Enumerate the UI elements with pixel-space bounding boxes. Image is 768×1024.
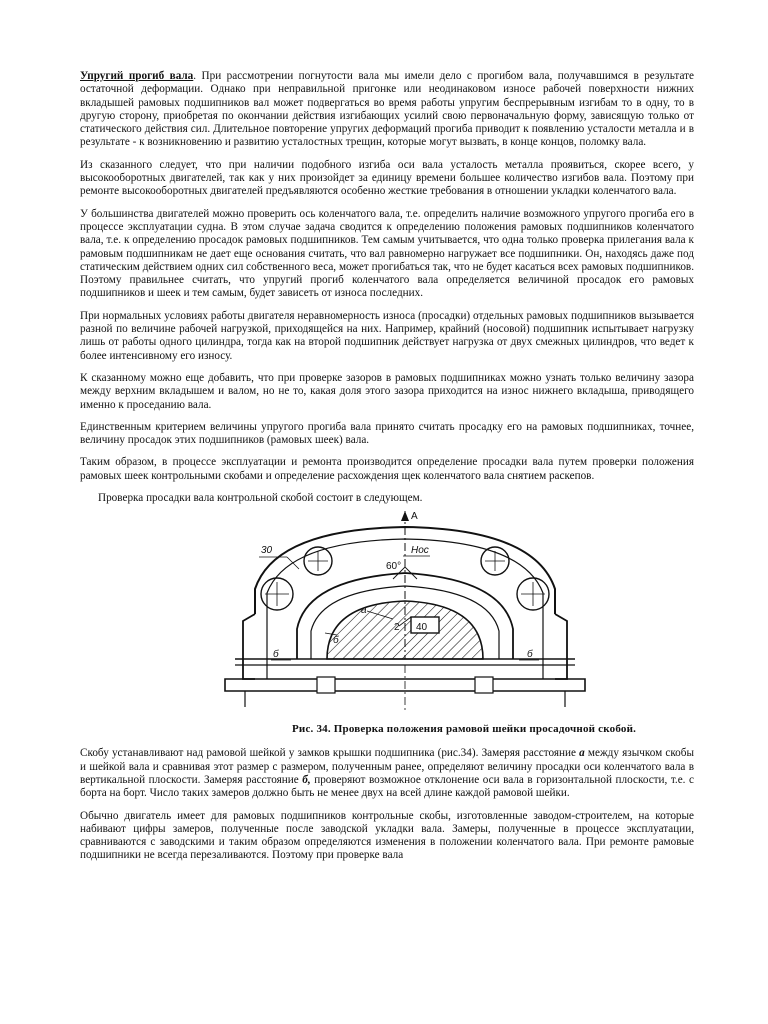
symbol-b: б, bbox=[302, 773, 311, 786]
label-b-inner: б bbox=[333, 635, 339, 647]
paragraph-procedure: Таким образом, в процессе эксплуатации и ремонта производится определение просадки вала путем проверки положения рамовых шеек контрольными скобами и определение расхождения щек коленчатого вала снятием раскепов. bbox=[80, 456, 694, 482]
paragraph-wear-unevenness: При нормальных условиях работы двигателя неравномерность износа (просадки) отдельных рамовых подшипников вызывается разной по величине рабочей нагрузкой, приходящейся на них. Например, крайний (носовой) подшипник испытывает нагрузку лишь от работы одного цилиндра, тогда как на второй подшипник действует нагрузка от двух смежных цилиндров, что ведет к более интенсивному его износу. bbox=[80, 309, 694, 362]
paragraph-text: . При рассмотрении погнутости вала мы имели дело с прогибом вала, получавшимся в результате остаточной деформации. Однако при неправильной пригонке или неодинаковом износе рабочей поверхности нижних вкладышей рамовых подшипников вал может подвергаться во время работы упругим беспрерывным изгибам то в одну, то в другую сторону, приобретая по окончании действия изгибающих усилий свою первоначальную форму, зависящую только от статического действия сил. Длительное повторение упругих деформаций прогиба приводит к появлению усталости металла и в результате - к возникновению и развитию усталостных трещин, которые могут вызвать, в конце концов, поломку вала. bbox=[80, 70, 694, 149]
paragraph-elastic-deflection bbox=[80, 70, 694, 150]
figure-34 bbox=[80, 509, 694, 739]
arrow-a-icon bbox=[401, 511, 409, 521]
figure-caption: Рис. 34. Проверка положения рамовой шейки просадочной скобой. bbox=[292, 723, 637, 736]
label-40: 40 bbox=[416, 622, 428, 634]
label-b-right: б bbox=[527, 649, 533, 661]
symbol-a: а bbox=[579, 747, 585, 760]
paragraph-fatigue: Из сказанного следует, что при наличии подобного изгиба оси вала усталость металла проявиться, скорее всего, у высокооборотных двигателей, так как у них произойдет за единицу времени большее количество изгибов вала. Поэтому при ремонте высокооборотных двигателей предъявляются особенно жесткие требования в отношении укладки коленчатого вала. bbox=[80, 158, 694, 198]
paragraph-crankshaft-axis: У большинства двигателей можно проверить ось коленчатого вала, т.е. определить наличие возможного упругого прогиба его в процессе эксплуатации судна. В этом случае задача сводится к определению положения рамовых подшипников коленчатого вала, т.е. к определению просадок рамовых подшипников. Тем самым учитывается, что одна только проверка прилегания вала к рамовым подшипникам не дает еще основания считать, что вал равномерно нагружает все подшипники. Он, находясь даже под статическим действием одних сил собственного веса, может прогибаться так, что не будет касаться всех рамовых подшипников. Поэтому правильнее считать, что упругий прогиб коленчатого вала определяется величиной просадок его рамовых подшипников и шеек и тем самым, будет зависеть от износа последних. bbox=[80, 207, 694, 300]
label-a-arrow: A bbox=[411, 511, 418, 523]
document-page bbox=[80, 70, 694, 872]
bearing-gauge-diagram bbox=[215, 509, 595, 714]
paragraph-clearance: К сказанному можно еще добавить, что при проверке зазоров в рамовых подшипниках можно узнать только величину зазора между верхним вкладышем и валом, но не то, какая доля этого зазора приходится на износ нижнего вкладыша, приводящего именно к проседанию вала. bbox=[80, 371, 694, 411]
paragraph-gauge-usage: Скобу устанавливают над рамовой шейкой у замков крышки подшипника (рис.34). Замеряя расстояние а между язычком скобы и шейкой вала и сравнивая этот размер с размером, полученным ранее, определяют величину просадки оси коленчатого вала в вертикальной плоскости. Замеряя расстояние б, проверяют возможное отклонение оси вала в горизонтальной плоскости, т.е. с борта на борт. Число таких замеров должно быть не менее двух на всей длине каждой рамовой шейки. bbox=[80, 747, 694, 800]
paragraph-criterion: Единственным критерием величины упругого прогиба вала принято считать просадку его на рамовых подшипниках, точнее, величину просадок этих подшипников (рамовых шеек) вала. bbox=[80, 420, 694, 447]
label-angle-60: 60° bbox=[386, 561, 402, 573]
label-nos: Нос bbox=[411, 545, 429, 557]
label-b-left: б bbox=[273, 649, 279, 661]
housing-wall-right bbox=[555, 614, 567, 679]
section-heading: Упругий прогиб вала bbox=[80, 70, 194, 82]
shaft-journal bbox=[327, 601, 483, 659]
label-30: 30 bbox=[261, 545, 273, 557]
label-2: 2 bbox=[394, 622, 400, 634]
label-a: а bbox=[361, 605, 367, 617]
paragraph-control-gauges: Обычно двигатель имеет для рамовых подшипников контрольные скобы, изготовленные заводом-строителем, на которые набивают цифры замеров, полученные после заводской укладки вала. Замеры, полученные в процессе эксплуатации, сравниваются с заводскими и таким образом определяются изменения в положении коленчатого вала. При ремонте рамовые подшипники не всегда перезаливаются. Поэтому при проверке вала bbox=[80, 809, 694, 862]
housing-wall-left bbox=[243, 614, 255, 679]
paragraph-check-intro: Проверка просадки вала контрольной скобой состоит в следующем. bbox=[98, 492, 423, 505]
